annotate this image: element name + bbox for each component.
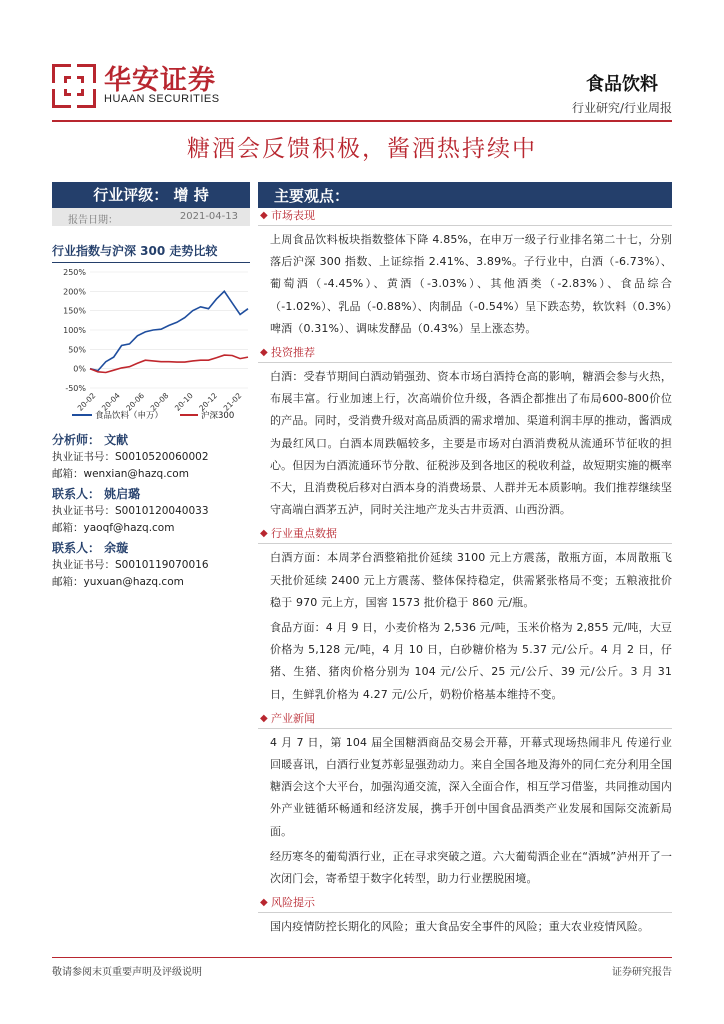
y-tick-label: 0%	[73, 364, 86, 374]
section-paragraph: 上周食品饮料板块指数整体下降 4.85%，在申万一级子行业排名第二十七，分别落后沪深 300 指数、上证综指 2.41%、3.89%。子行业中，白酒（-6.73%）、葡萄酒（-4.45%）、黄酒（-3.03%）、其他酒类（-2.83%）、食品综合（-1.02%）、乳品（-0.88%）、肉制品（-0.54%）呈下跌态势，软饮料（0.3%）啤酒（0.31%）、调味发酵品（0.43%）呈上涨态势。	[270, 233, 672, 335]
report-date-value: 2021-04-13	[179, 211, 238, 222]
logo-english-name: HUAAN SECURITIES	[104, 93, 220, 105]
footer-disclaimer: 敬请参阅末页重要声明及评级说明	[52, 967, 202, 978]
section-heading-text: 风险提示	[271, 896, 315, 910]
report-date-label: 报告日期：	[68, 215, 118, 226]
series-line-food	[90, 291, 248, 370]
contact-cert: 执业证书号：S0010119070016	[52, 559, 209, 571]
contact-block	[52, 432, 252, 483]
main-views-header	[258, 182, 672, 208]
diamond-bullet-icon: ◆	[260, 528, 268, 540]
footer-report-type: 证券研究报告	[612, 967, 672, 978]
page-title: 糖酒会反馈积极，酱酒热持续中	[187, 136, 537, 162]
logo-mark-icon	[52, 64, 96, 108]
main-content	[258, 206, 672, 941]
y-tick-label: 150%	[63, 306, 86, 316]
section-heading	[258, 893, 672, 913]
contact-role: 联系人： 姚启璐	[52, 487, 141, 501]
legend-label-hs300: 沪深300	[201, 411, 235, 421]
section-heading	[258, 709, 672, 729]
section-heading-text: 产业新闻	[271, 711, 315, 725]
footer-divider	[52, 957, 672, 958]
contact-block	[52, 540, 252, 591]
x-tick-label: 20-08	[148, 391, 171, 413]
section-paragraph: 国内疫情防控长期化的风险；重大食品安全事件的风险；重大农业疫情风险。	[270, 920, 650, 934]
contact-role: 联系人： 余璇	[52, 541, 129, 555]
diamond-bullet-icon: ◆	[260, 897, 268, 909]
contact-role: 分析师： 文献	[52, 433, 129, 447]
x-tick-label: 20-04	[99, 391, 122, 413]
index-comparison-chart	[52, 262, 252, 428]
y-tick-label: 50%	[68, 345, 86, 355]
section-paragraph: 4 月 7 日，第 104 届全国糖酒商品交易会开幕，开幕式现场热闹非凡 传递行业回暖喜讯，白酒行业复苏彰显强劲动力。来自全国各地及海外的同仁充分利用全国糖酒会这个大平台，加强沟通交流，深入全面合作，相互学习借鉴，共同推动国内外产业链循环畅通和经济发展，携手开创中国食品酒类产业发展和国际交流新局面。	[270, 735, 672, 838]
industry-rating: 行业评级： 增 持	[52, 182, 250, 208]
section-heading	[258, 343, 672, 363]
diamond-bullet-icon: ◆	[260, 347, 268, 359]
section-heading-text: 市场表现	[271, 209, 315, 222]
section-heading	[258, 206, 672, 226]
logo-chinese-name: 华安证券	[104, 65, 216, 96]
x-tick-label: 20-02	[75, 391, 98, 413]
x-tick-label: 21-02	[221, 391, 244, 413]
analyst-contacts	[52, 432, 252, 594]
x-tick-label: 20-06	[124, 391, 147, 413]
x-tick-label: 20-10	[172, 391, 195, 413]
section-paragraph: 白酒：受春节期间白酒动销强劲、资本市场白酒持仓高的影响，糖酒会参与火热，布展丰富。行业加速上行，次高端价位升级，各酒企都推出了布局600-800价位的产品。同时，受消费升级对高品质酒的需求增加、渠道利润丰厚的推动，酱酒成为最红风口。白酒本周跌幅较多，主要是市场对白酒消费税从流通环节征收的担心。但因为白酒流通环节分散、征税涉及到各地区的税收利益，故短期实施的概率不大，且消费税后移对白酒本身的消费场景、人群并无本质影响。我们推荐继续坚守高端白酒茅五泸，同时关注地产龙头古井贡酒、山西汾酒。	[270, 370, 672, 517]
section-heading	[258, 524, 672, 544]
legend-label-food: 食品饮料（申万）	[95, 411, 164, 421]
y-tick-label: 200%	[63, 287, 86, 297]
y-tick-label: -50%	[65, 384, 86, 393]
contact-block	[52, 486, 252, 537]
diamond-bullet-icon: ◆	[260, 210, 268, 221]
contact-email[interactable]: 邮箱：wenxian@hazq.com	[52, 468, 189, 480]
contact-email[interactable]: 邮箱：yaoqf@hazq.com	[52, 522, 175, 534]
section-heading-text: 行业重点数据	[271, 527, 337, 541]
section-paragraph: 食品方面：4 月 9 日，小麦价格为 2,536 元/吨，玉米价格为 2,855 元/吨，大豆价格为 5,128 元/吨，4 月 10 日，白砂糖价格为 5.37 元/公斤。4 月 2 日，仔猪、生猪、猪肉价格分别为 104 元/公斤、25 元/公斤、39 元/公斤。3 月 31 日，生鲜乳价格为 4.27 元/公斤，奶粉价格基本维持不变。	[270, 621, 672, 701]
main-views-title: 主要观点：	[274, 187, 350, 205]
report-date-bar	[52, 208, 250, 226]
section-paragraph: 白酒方面：本周茅台酒整箱批价延续 3100 元上方震荡，散瓶方面，本周散瓶飞天批价延续 2400 元上方震荡、整体保持稳定，供需紧张格局不变；五粮液批价稳于 970 元上方，国窖 1573 批价稳于 860 元/瓶。	[270, 551, 672, 609]
header-divider	[52, 120, 672, 122]
contact-cert: 执业证书号：S0010120040033	[52, 505, 209, 517]
contact-email[interactable]: 邮箱：yuxuan@hazq.com	[52, 576, 184, 588]
report-type-label: 行业研究/行业周报	[571, 101, 672, 115]
y-tick-label: 100%	[63, 326, 86, 335]
x-tick-label: 20-12	[197, 391, 220, 413]
diamond-bullet-icon: ◆	[260, 712, 268, 724]
contact-cert: 执业证书号：S0010520060002	[52, 451, 209, 463]
industry-label: 食品饮料	[586, 74, 658, 95]
chart-title: 行业指数与沪深 300 走势比较	[52, 242, 250, 263]
y-tick-label: 250%	[63, 268, 86, 277]
section-heading-text: 投资推荐	[271, 346, 315, 360]
section-paragraph: 经历寒冬的葡萄酒行业，正在寻求突破之道。六大葡萄酒企业在“酒城”泸州开了一次闭门会，寄希望于数字化转型，助力行业摆脱困境。	[270, 849, 672, 886]
